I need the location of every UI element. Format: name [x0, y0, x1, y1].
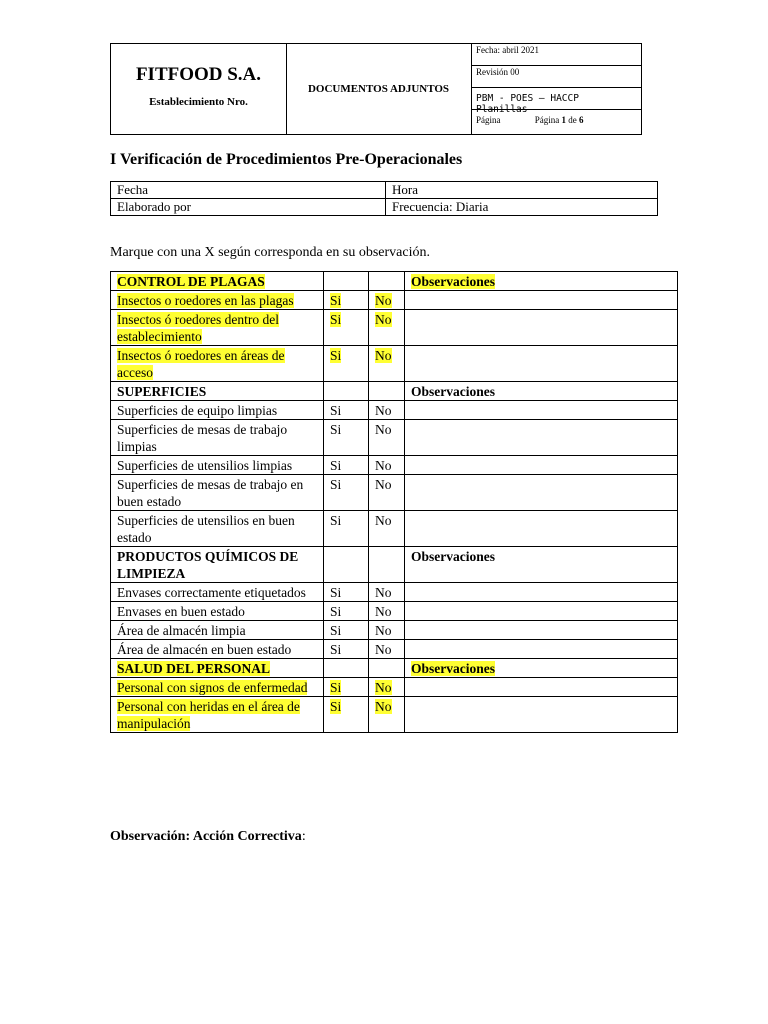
si-checkbox[interactable]: Si	[324, 291, 369, 310]
si-checkbox[interactable]: Si	[324, 640, 369, 659]
section-title-quimicos: PRODUCTOS QUÍMICOS DE LIMPIEZA	[111, 547, 324, 583]
observation-cell[interactable]	[405, 697, 678, 733]
checklist-table	[110, 271, 678, 733]
observaciones-header: Observaciones	[411, 274, 495, 289]
si-checkbox[interactable]: Si	[324, 475, 369, 511]
table-row	[111, 697, 678, 733]
section-header-row	[111, 382, 678, 401]
observation-cell[interactable]	[405, 475, 678, 511]
observation-cell[interactable]	[405, 310, 678, 346]
page-total: 6	[579, 115, 584, 125]
no-checkbox[interactable]: No	[369, 310, 405, 346]
page-label: Página	[476, 115, 501, 125]
si-checkbox[interactable]: Si	[324, 420, 369, 456]
observation-cell[interactable]	[405, 346, 678, 382]
observation-cell[interactable]	[405, 640, 678, 659]
table-row	[111, 291, 678, 310]
establishment-label: Establecimiento Nro.	[149, 96, 248, 108]
item-label: Superficies de utensilios limpias	[111, 456, 324, 475]
item-label: Insectos ó roedores dentro del establecimiento	[117, 312, 279, 344]
si-checkbox[interactable]: Si	[324, 401, 369, 420]
item-label: Superficies de mesas de trabajo en buen estado	[111, 475, 324, 511]
section-header-row	[111, 547, 678, 583]
no-checkbox[interactable]: No	[369, 621, 405, 640]
corrective-action-text: Observación: Acción Correctiva	[110, 829, 302, 844]
documents-label: DOCUMENTOS ADJUNTOS	[286, 44, 472, 134]
si-checkbox[interactable]: Si	[324, 678, 369, 697]
no-checkbox[interactable]: No	[369, 640, 405, 659]
item-label: Superficies de utensilios en buen estado	[111, 511, 324, 547]
table-row	[111, 420, 678, 456]
corrective-action-colon: :	[301, 829, 306, 844]
no-checkbox[interactable]: No	[369, 401, 405, 420]
observation-cell[interactable]	[405, 511, 678, 547]
si-checkbox[interactable]: Si	[324, 621, 369, 640]
table-row	[111, 456, 678, 475]
section-title-salud: SALUD DEL PERSONAL	[117, 661, 271, 676]
section-title-control-plagas: CONTROL DE PLAGAS	[117, 274, 265, 289]
revision-field: Revisión 00	[471, 66, 641, 88]
si-checkbox[interactable]: Si	[324, 583, 369, 602]
table-row	[111, 511, 678, 547]
item-label: Área de almacén limpia	[111, 621, 324, 640]
page-number	[535, 115, 584, 125]
no-checkbox[interactable]: No	[369, 346, 405, 382]
page-prefix: Página	[534, 115, 560, 125]
corrective-action-label	[110, 829, 306, 845]
info-table	[110, 181, 658, 216]
fecha-field[interactable]: Fecha	[111, 182, 386, 199]
item-label: Insectos ó roedores en áreas de acceso	[117, 348, 285, 380]
page-of: de	[568, 115, 577, 125]
frecuencia-field[interactable]: Frecuencia: Diaria	[386, 199, 658, 216]
si-checkbox[interactable]: Si	[324, 346, 369, 382]
section-title: I Verificación de Procedimientos Pre-Operacionales	[110, 151, 463, 168]
observation-cell[interactable]	[405, 602, 678, 621]
table-row	[111, 310, 678, 346]
item-label: Personal con heridas en el área de manipulación	[117, 699, 300, 731]
document-meta	[471, 44, 641, 134]
si-checkbox[interactable]: Si	[324, 456, 369, 475]
date-field: Fecha: abril 2021	[471, 44, 641, 66]
observation-cell[interactable]	[405, 621, 678, 640]
observation-cell[interactable]	[405, 401, 678, 420]
si-checkbox[interactable]: Si	[324, 310, 369, 346]
table-row	[111, 346, 678, 382]
observation-cell[interactable]	[405, 420, 678, 456]
table-row	[111, 475, 678, 511]
table-row	[111, 640, 678, 659]
observation-cell[interactable]	[405, 583, 678, 602]
si-checkbox[interactable]: Si	[324, 602, 369, 621]
document-header	[110, 43, 642, 135]
no-checkbox[interactable]: No	[369, 697, 405, 733]
item-label: Insectos o roedores en las plagas	[117, 293, 294, 308]
table-row	[111, 401, 678, 420]
item-label: Área de almacén en buen estado	[111, 640, 324, 659]
section-header-row	[111, 659, 678, 678]
page-current: 1	[561, 115, 566, 125]
item-label: Superficies de mesas de trabajo limpias	[111, 420, 324, 456]
si-checkbox[interactable]: Si	[324, 697, 369, 733]
table-row	[111, 621, 678, 640]
observaciones-header: Observaciones	[411, 661, 495, 676]
no-checkbox[interactable]: No	[369, 475, 405, 511]
company-name: FITFOOD S.A.	[135, 64, 262, 85]
observation-cell[interactable]	[405, 291, 678, 310]
observation-cell[interactable]	[405, 456, 678, 475]
elaborado-field[interactable]: Elaborado por	[111, 199, 386, 216]
no-checkbox[interactable]: No	[369, 420, 405, 456]
instructions: Marque con una X según corresponda en su observación.	[110, 245, 430, 260]
table-row	[111, 678, 678, 697]
observaciones-header: Observaciones	[405, 547, 678, 583]
no-checkbox[interactable]: No	[369, 678, 405, 697]
item-label: Personal con signos de enfermedad	[117, 680, 308, 695]
doc-code-field: PBM - POES – HACCP Planillas	[471, 88, 641, 110]
no-checkbox[interactable]: No	[369, 602, 405, 621]
no-checkbox[interactable]: No	[369, 291, 405, 310]
item-label: Envases en buen estado	[111, 602, 324, 621]
no-checkbox[interactable]: No	[369, 456, 405, 475]
observaciones-header: Observaciones	[405, 382, 678, 401]
section-header-row	[111, 272, 678, 291]
item-label: Envases correctamente etiquetados	[111, 583, 324, 602]
table-row	[111, 602, 678, 621]
si-checkbox[interactable]: Si	[324, 511, 369, 547]
item-label: Superficies de equipo limpias	[111, 401, 324, 420]
hora-field[interactable]: Hora	[386, 182, 658, 199]
table-row	[111, 583, 678, 602]
observation-cell[interactable]	[405, 678, 678, 697]
company-block	[111, 44, 287, 134]
no-checkbox[interactable]: No	[369, 583, 405, 602]
no-checkbox[interactable]: No	[369, 511, 405, 547]
section-title-superficies: SUPERFICIES	[111, 382, 324, 401]
